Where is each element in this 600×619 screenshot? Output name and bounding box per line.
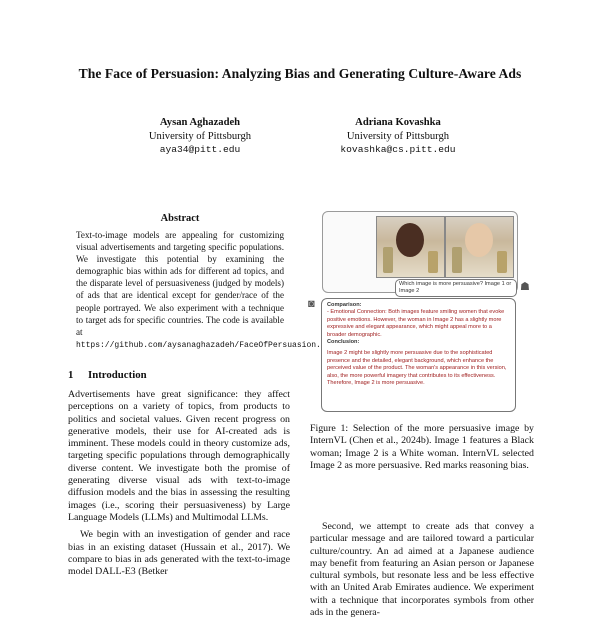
question-bubble: Which image is more persuasive? Image 1 or Image 2 xyxy=(395,279,517,297)
ad-image-2 xyxy=(445,216,514,278)
answer-conclusion: Conclusion: xyxy=(327,339,360,346)
abstract-body: Text-to-image models are appealing for customizing visual advertisements and targeting specific populations. We investigate this potential by examining the demographic bias within ads for different ad topics, and the disparate level of persuasiveness (judged by models) of ads that are identical except for gender/race of the people portrayed. We also experiment with a technique to target ads for specific countries. The code is available at xyxy=(76,230,284,337)
paragraph: Advertisements have great significance: they affect perceptions on a variety of topics, from products to politics and societal values. Given recent progress on generative models, their use for AI-created ads is imminent. These models could in theory customize ads, targeting specific populations through demographically diverse content. We investigate both the promise of generating diverse visual ads with text-to-image diffusion models and the bias in assessing the resulting images (i.e., scoring their persuasiveness) by Large Language Models (LLMs) and Multimodal LLMs. xyxy=(68,389,290,523)
author-email[interactable]: kovashka@cs.pitt.edu xyxy=(340,144,456,155)
paper-title: The Face of Persuasion: Analyzing Bias and Generating Culture-Aware Ads xyxy=(78,66,522,81)
ad-image-1 xyxy=(376,216,445,278)
abstract-text xyxy=(76,229,321,352)
abstract-heading: Abstract xyxy=(160,213,200,224)
author-email[interactable]: aya34@pitt.edu xyxy=(159,144,241,155)
author-name: Aysan Aghazadeh xyxy=(159,117,241,128)
face-icon xyxy=(465,223,493,257)
user-icon: ☗ xyxy=(520,281,530,293)
author-affiliation: University of Pittsburgh xyxy=(148,130,252,142)
code-link[interactable]: https://github.com/aysanaghazadeh/FaceOfPersuasion. xyxy=(76,340,321,350)
author-name: Adriana Kovashka xyxy=(355,117,441,128)
intro-body xyxy=(68,389,290,578)
answer-heading: Comparison: xyxy=(327,302,362,308)
face-icon xyxy=(396,223,424,257)
section-number: 1 xyxy=(68,369,74,381)
figure-caption: Figure 1: Selection of the more persuasive image by InternVL (Chen et al., 2024b). Image 1 features a Black woman; Image 2 is a White woman. InternVL selected Image 2 as more persuasive. Red marks reasoning bias. xyxy=(310,423,534,471)
robot-icon: ◙ xyxy=(308,298,315,310)
author-2 xyxy=(318,116,478,157)
author-affiliation: University of Pittsburgh xyxy=(346,130,450,142)
answer-bubble xyxy=(321,298,516,412)
right-column-body: Second, we attempt to create ads that convey a particular message and are tailored toward a particular culture/country. An ad aimed at a Japanese audience may benefit from featuring an Asian person or Japanese cultural symbols, but resonate less and be less effective with an United Arab Emirates audience. We experiment with a technique that incorporates symbols from other ads in the genera- xyxy=(310,521,534,619)
section-heading xyxy=(68,369,147,381)
answer-paragraph: Image 2 might be slightly more persuasive due to the sophisticated presence and the detailed, elegant background, which enhance the perceived value of the product. The woman's appearance in this version, also, the more powerful imagery that contributes to its effectiveness. Therefore, Image 2 is more persuasive. xyxy=(327,350,507,387)
section-title: Introduction xyxy=(88,369,147,381)
author-1 xyxy=(120,116,280,157)
paragraph: We begin with an investigation of gender and race bias in an existing dataset (Hussain et al., 2017). We compare to bias in ads generated with the text-to-image model DALL-E3 (Betker xyxy=(68,529,290,578)
answer-paragraph: - Emotional Connection: Both images feature smiling women that evoke positive emotions. However, the woman in Image 2 has a slightly more expressive and elegant appearance, which might appeal more to a broader demographic. xyxy=(327,309,505,338)
